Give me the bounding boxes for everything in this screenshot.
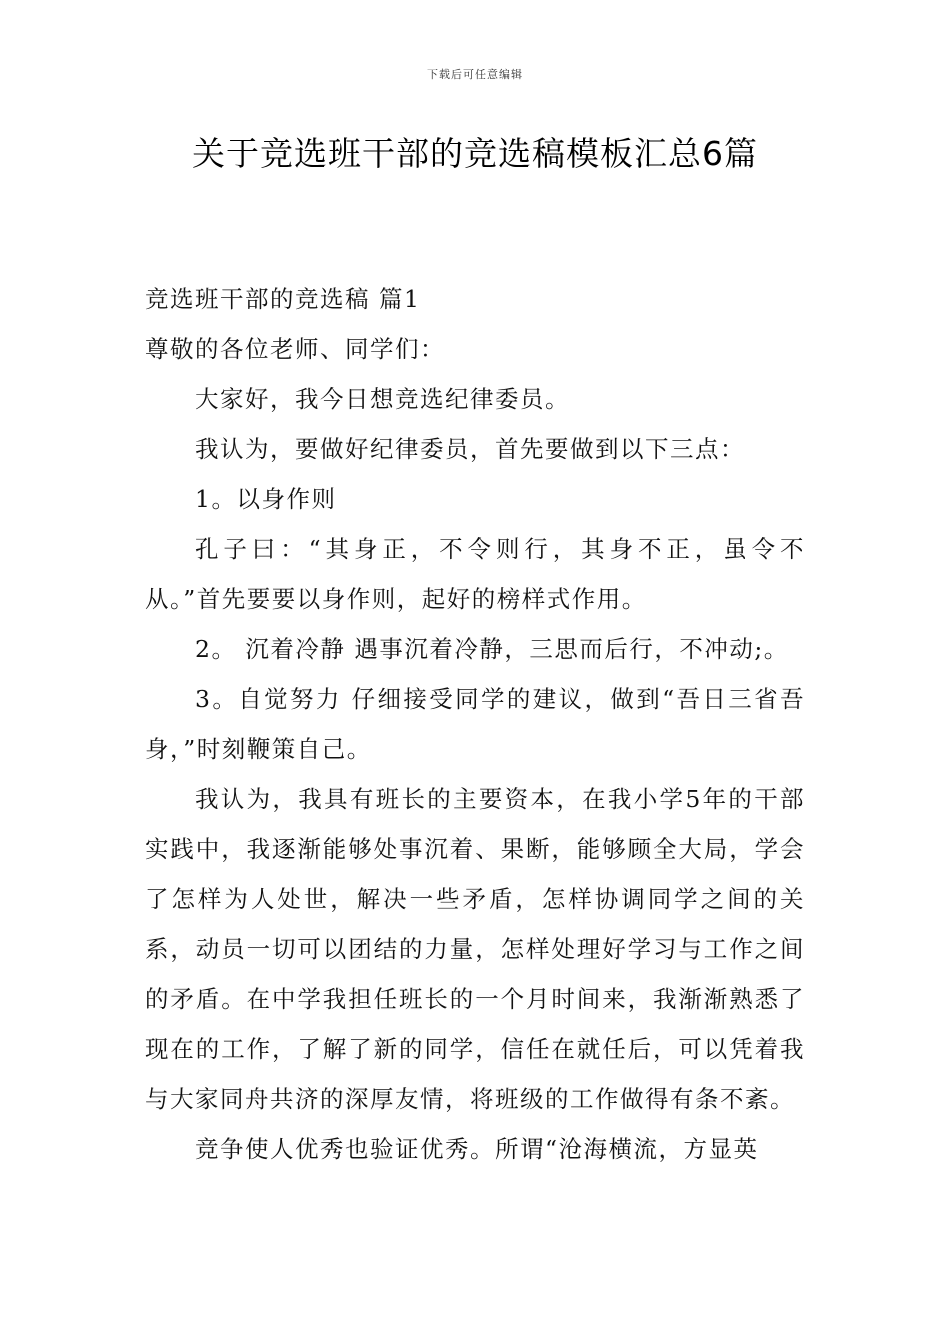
paragraph-point-1-body: 孔子曰：“其身正，不令则行，其身不正，虽令不从。”首先要要以身作则，起好的榜样式作用。	[145, 535, 805, 613]
salutation: 尊敬的各位老师、同学们：	[145, 335, 445, 363]
paragraph-experience: 我认为，我具有班长的主要资本，在我小学5年的干部实践中，我逐渐能够处事沉着、果断，能够顾全大局，学会了怎样为人处世，解决一些矛盾，怎样协调同学之间的关系，动员一切可以团结的力量，怎样处理好学习与工作之间的矛盾。在中学我担任班长的一个月时间来，我渐渐熟悉了现在的工作，了解了新的同学，信任在就任后，可以凭着我与大家同舟共济的深厚友情，将班级的工作做得有条不紊。	[145, 785, 805, 1113]
paragraph-competition: 竞争使人优秀也验证优秀。所谓“沧海横流，方显英	[195, 1135, 759, 1163]
paragraph-point-1-heading: 1。以身作则	[195, 485, 337, 513]
paragraph-point-3: 3。自觉努力 仔细接受同学的建议，做到“吾日三省吾身，”时刻鞭策自己。	[145, 685, 805, 763]
paragraph-greeting: 大家好，我今日想竞选纪律委员。	[195, 385, 570, 413]
document-title: 关于竞选班干部的竞选稿模板汇总6篇	[192, 134, 758, 173]
header-note: 下载后可任意编辑	[427, 68, 523, 81]
document-body	[145, 274, 805, 1174]
section-heading: 竞选班干部的竞选稿 篇1	[145, 285, 421, 313]
paragraph-point-2: 2。 沉着冷静 遇事沉着冷静，三思而后行，不冲动;。	[195, 635, 789, 663]
paragraph-intro: 我认为，要做好纪律委员，首先要做到以下三点：	[195, 435, 745, 463]
